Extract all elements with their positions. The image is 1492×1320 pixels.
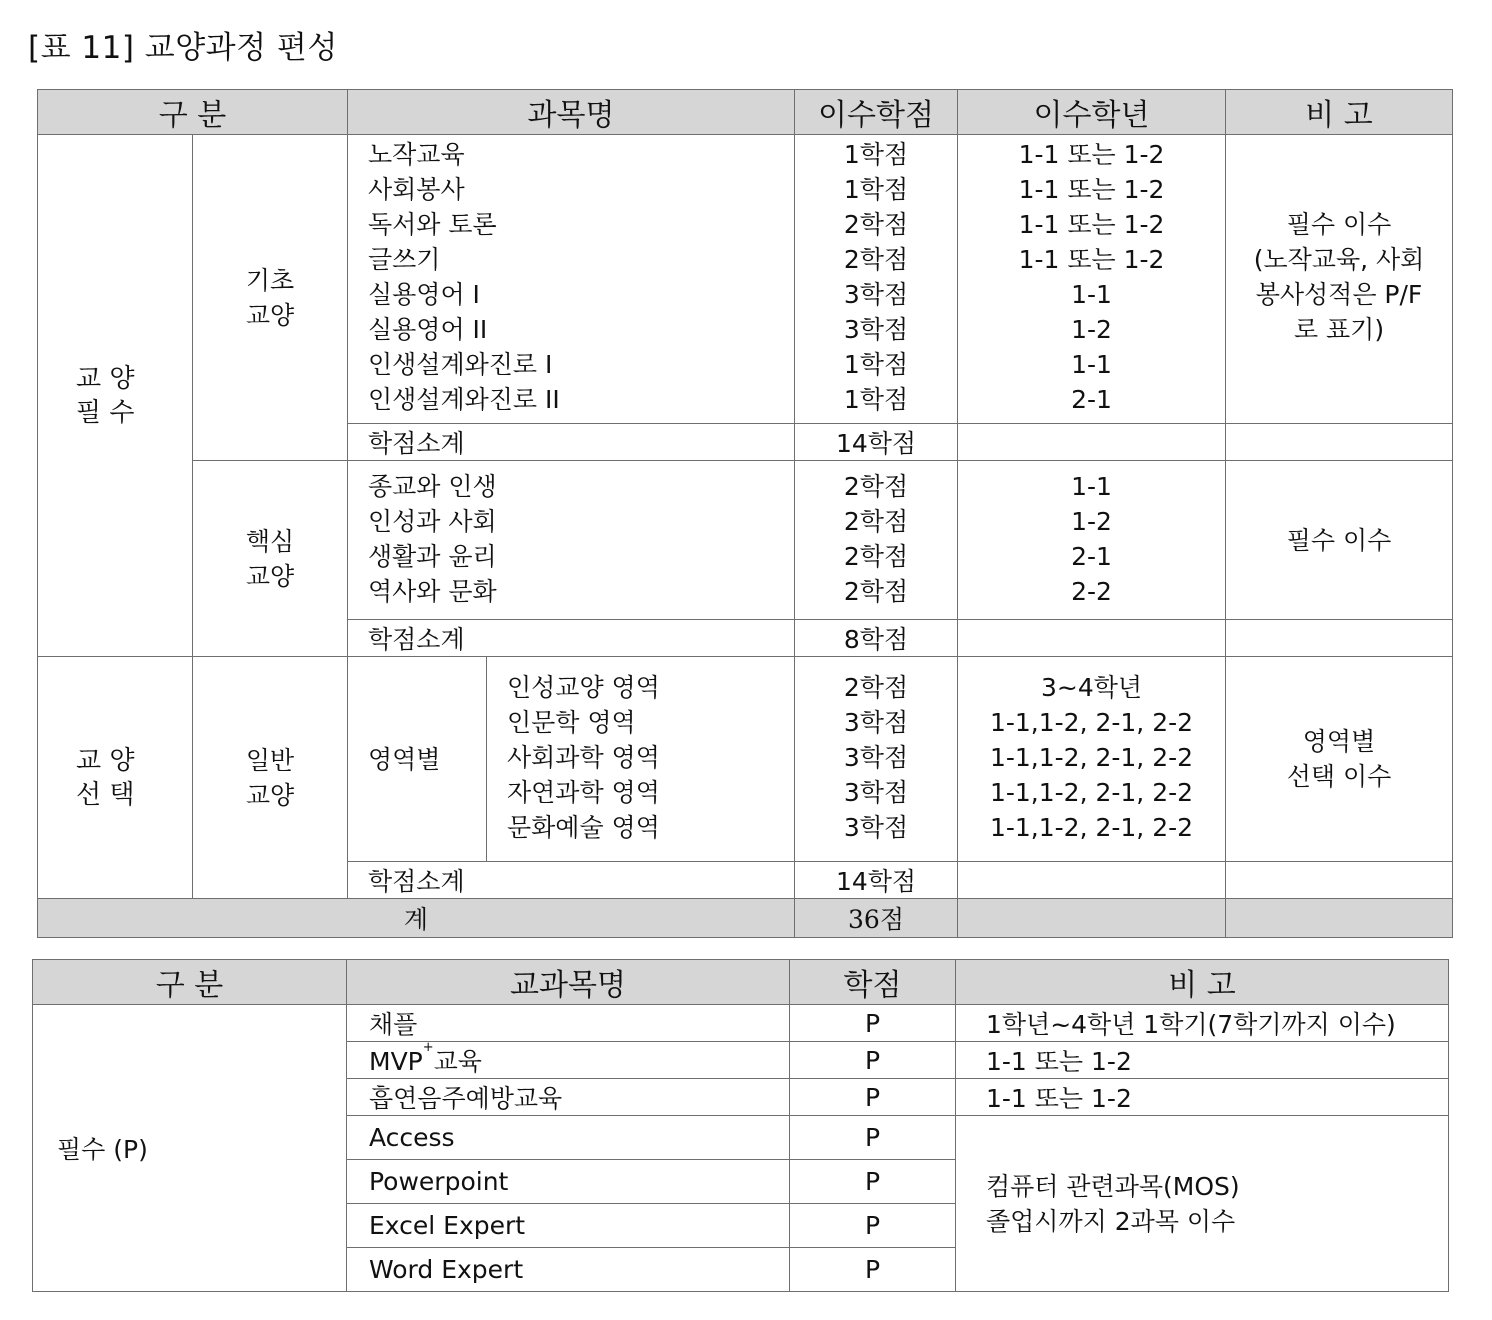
note-line: 컴퓨터 관련과목(MOS): [986, 1171, 1240, 1201]
list-item: 1-1,1-2, 2-1, 2-2: [989, 813, 1194, 842]
total-label: 계: [38, 899, 795, 938]
course-note: 1-1 또는 1-2: [956, 1079, 1449, 1116]
course-note: 1학년~4학년 1학기(7학기까지 이수): [956, 1005, 1449, 1042]
list-item: 2학점: [843, 542, 909, 571]
course-name-suffix: 교육: [433, 1047, 482, 1076]
course-credit: P: [790, 1160, 956, 1204]
empty-cell: [958, 620, 1226, 657]
list-item: 1학점: [843, 140, 909, 169]
course-name-prefix: MVP: [369, 1047, 423, 1076]
general-label-line1: 일반: [245, 745, 295, 775]
list-item: 종교와 인생: [368, 472, 497, 501]
list-item: 인문학 영역: [507, 708, 636, 737]
note-line: 필수 이수: [1286, 210, 1392, 239]
list-item: 2-2: [1071, 577, 1112, 606]
area-list: [487, 657, 795, 862]
liberal-arts-curriculum-table: [37, 89, 1453, 938]
list-item: 노작교육: [368, 140, 465, 169]
list-item: 2학점: [843, 245, 909, 274]
list-item: 인생설계와진로 I: [368, 350, 553, 379]
list-item: 1-1 또는 1-2: [1018, 140, 1165, 169]
category-required: [38, 135, 193, 657]
course-name: Access: [347, 1116, 790, 1160]
course-name: Excel Expert: [347, 1204, 790, 1248]
total-row: [38, 899, 1453, 938]
course-name-sup: +: [422, 1040, 434, 1055]
course-credit: P: [790, 1042, 956, 1079]
core-subject-list: [348, 461, 795, 620]
subtotal-label: 학점소계: [348, 862, 795, 899]
basic-credit-list: [795, 135, 958, 424]
list-item: 2학점: [843, 577, 909, 606]
category-elective-line1: 교 양: [76, 745, 135, 776]
empty-cell: [958, 862, 1226, 899]
subcategory-core: [193, 461, 348, 657]
empty-cell: [1226, 899, 1453, 938]
basic-note: [1226, 135, 1453, 424]
subcategory-basic: [193, 135, 348, 461]
category-required-line1: 교 양: [76, 363, 135, 394]
list-item: 1학점: [843, 175, 909, 204]
list-item: 2학점: [843, 673, 909, 702]
pass-fail-courses-table: [32, 959, 1449, 1292]
subtotal-label: 학점소계: [348, 424, 795, 461]
course-credit: P: [790, 1248, 956, 1292]
list-item: 3학점: [843, 708, 909, 737]
col-header-note: 비 고: [1226, 90, 1453, 135]
core-year-list: [958, 461, 1226, 620]
subcategory-general: [193, 657, 348, 899]
list-item: 1-1: [1071, 350, 1112, 379]
general-liberal-arts-row: [38, 657, 1453, 862]
category-elective: [38, 657, 193, 899]
subtotal-value: 14학점: [795, 424, 958, 461]
list-item: 1-2: [1071, 315, 1112, 344]
note-line: (노작교육, 사회: [1253, 245, 1425, 274]
core-note: 필수 이수: [1226, 461, 1453, 620]
list-item: 실용영어 I: [368, 280, 480, 309]
category-pass: 필수 (P): [33, 1005, 347, 1292]
computer-course-note: [956, 1116, 1449, 1292]
list-item: 인성교양 영역: [507, 673, 660, 702]
course-credit: P: [790, 1079, 956, 1116]
course-note: 1-1 또는 1-2: [956, 1042, 1449, 1079]
basic-subject-list: [348, 135, 795, 424]
course-name: [347, 1042, 790, 1079]
list-item: 3학점: [843, 280, 909, 309]
course-credit: P: [790, 1204, 956, 1248]
list-item: 2학점: [843, 472, 909, 501]
core-label-line2: 교양: [245, 561, 295, 591]
list-item: 인성과 사회: [368, 507, 497, 536]
elective-note: [1226, 657, 1453, 862]
empty-cell: [1226, 620, 1453, 657]
category-elective-line2: 선 택: [76, 779, 135, 810]
subtotal-label: 학점소계: [348, 620, 795, 657]
course-name: 흡연음주예방교육: [347, 1079, 790, 1116]
basic-year-list: [958, 135, 1226, 424]
list-item: 2학점: [843, 507, 909, 536]
list-item: 2학점: [843, 210, 909, 239]
list-item: 글쓰기: [368, 245, 441, 274]
list-item: 실용영어 II: [368, 315, 488, 344]
empty-cell: [958, 424, 1226, 461]
course-name: Word Expert: [347, 1248, 790, 1292]
basic-label-line1: 기초: [245, 265, 295, 295]
list-item: 인생설계와진로 II: [368, 385, 560, 414]
course-credit: P: [790, 1116, 956, 1160]
note-line: 봉사성적은 P/F: [1255, 280, 1423, 309]
empty-cell: [958, 899, 1226, 938]
list-item: 1-1 또는 1-2: [1018, 245, 1165, 274]
list-item: 자연과학 영역: [507, 778, 660, 807]
basic-liberal-arts-row: [38, 135, 1453, 424]
col-header-year: 이수학년: [958, 90, 1226, 135]
subtotal-value: 14학점: [795, 862, 958, 899]
list-item: 3~4학년: [1040, 673, 1143, 702]
core-label-line1: 핵심: [245, 526, 295, 556]
elective-year-list: [958, 657, 1226, 862]
col-header-course: 교과목명: [347, 960, 790, 1005]
list-item: 3학점: [843, 315, 909, 344]
col-header-credit: 학점: [790, 960, 956, 1005]
note-line: 졸업시까지 2과목 이수: [986, 1206, 1236, 1236]
course-credit: P: [790, 1005, 956, 1042]
core-liberal-arts-row: [38, 461, 1453, 620]
list-item: 1-1 또는 1-2: [1018, 210, 1165, 239]
list-item: 1-1,1-2, 2-1, 2-2: [989, 778, 1194, 807]
col-header-category: 구 분: [38, 90, 348, 135]
course-name: Powerpoint: [347, 1160, 790, 1204]
table-caption: [표 11] 교양과정 편성: [28, 30, 338, 66]
core-credit-list: [795, 461, 958, 620]
list-item: 1-1,1-2, 2-1, 2-2: [989, 743, 1194, 772]
subtotal-value: 8학점: [795, 620, 958, 657]
list-item: 1-1: [1071, 472, 1112, 501]
basic-label-line2: 교양: [245, 300, 295, 330]
empty-cell: [1226, 424, 1453, 461]
category-required-line2: 필 수: [76, 397, 135, 428]
list-item: 3학점: [843, 813, 909, 842]
list-item: 2-1: [1071, 385, 1112, 414]
list-item: 1-1,1-2, 2-1, 2-2: [989, 708, 1194, 737]
total-value: 36점: [795, 899, 958, 938]
header-row: [38, 90, 1453, 135]
list-item: 3학점: [843, 778, 909, 807]
area-label: 영역별: [348, 657, 487, 862]
list-item: 독서와 토론: [368, 210, 497, 239]
list-item: 3학점: [843, 743, 909, 772]
course-name: 채플: [347, 1005, 790, 1042]
col-header-category: 구 분: [33, 960, 347, 1005]
col-header-note: 비 고: [956, 960, 1449, 1005]
list-item: 1학점: [843, 350, 909, 379]
list-item: 1-1: [1071, 280, 1112, 309]
general-label-line2: 교양: [245, 780, 295, 810]
list-item: 역사와 문화: [368, 577, 497, 606]
list-item: 1-2: [1071, 507, 1112, 536]
list-item: 생활과 윤리: [368, 542, 497, 571]
col-header-credits: 이수학점: [795, 90, 958, 135]
note-line: 로 표기): [1293, 315, 1385, 344]
elective-credit-list: [795, 657, 958, 862]
note-line: 선택 이수: [1286, 762, 1392, 791]
list-item: 2-1: [1071, 542, 1112, 571]
list-item: 사회과학 영역: [507, 743, 660, 772]
col-header-subject: 과목명: [348, 90, 795, 135]
list-item: 1-1 또는 1-2: [1018, 175, 1165, 204]
note-line: 영역별: [1302, 727, 1376, 756]
empty-cell: [1226, 862, 1453, 899]
list-item: 사회봉사: [368, 175, 465, 204]
header-row: [33, 960, 1449, 1005]
table-row: [33, 1005, 1449, 1042]
list-item: 1학점: [843, 385, 909, 414]
list-item: 문화예술 영역: [507, 813, 660, 842]
